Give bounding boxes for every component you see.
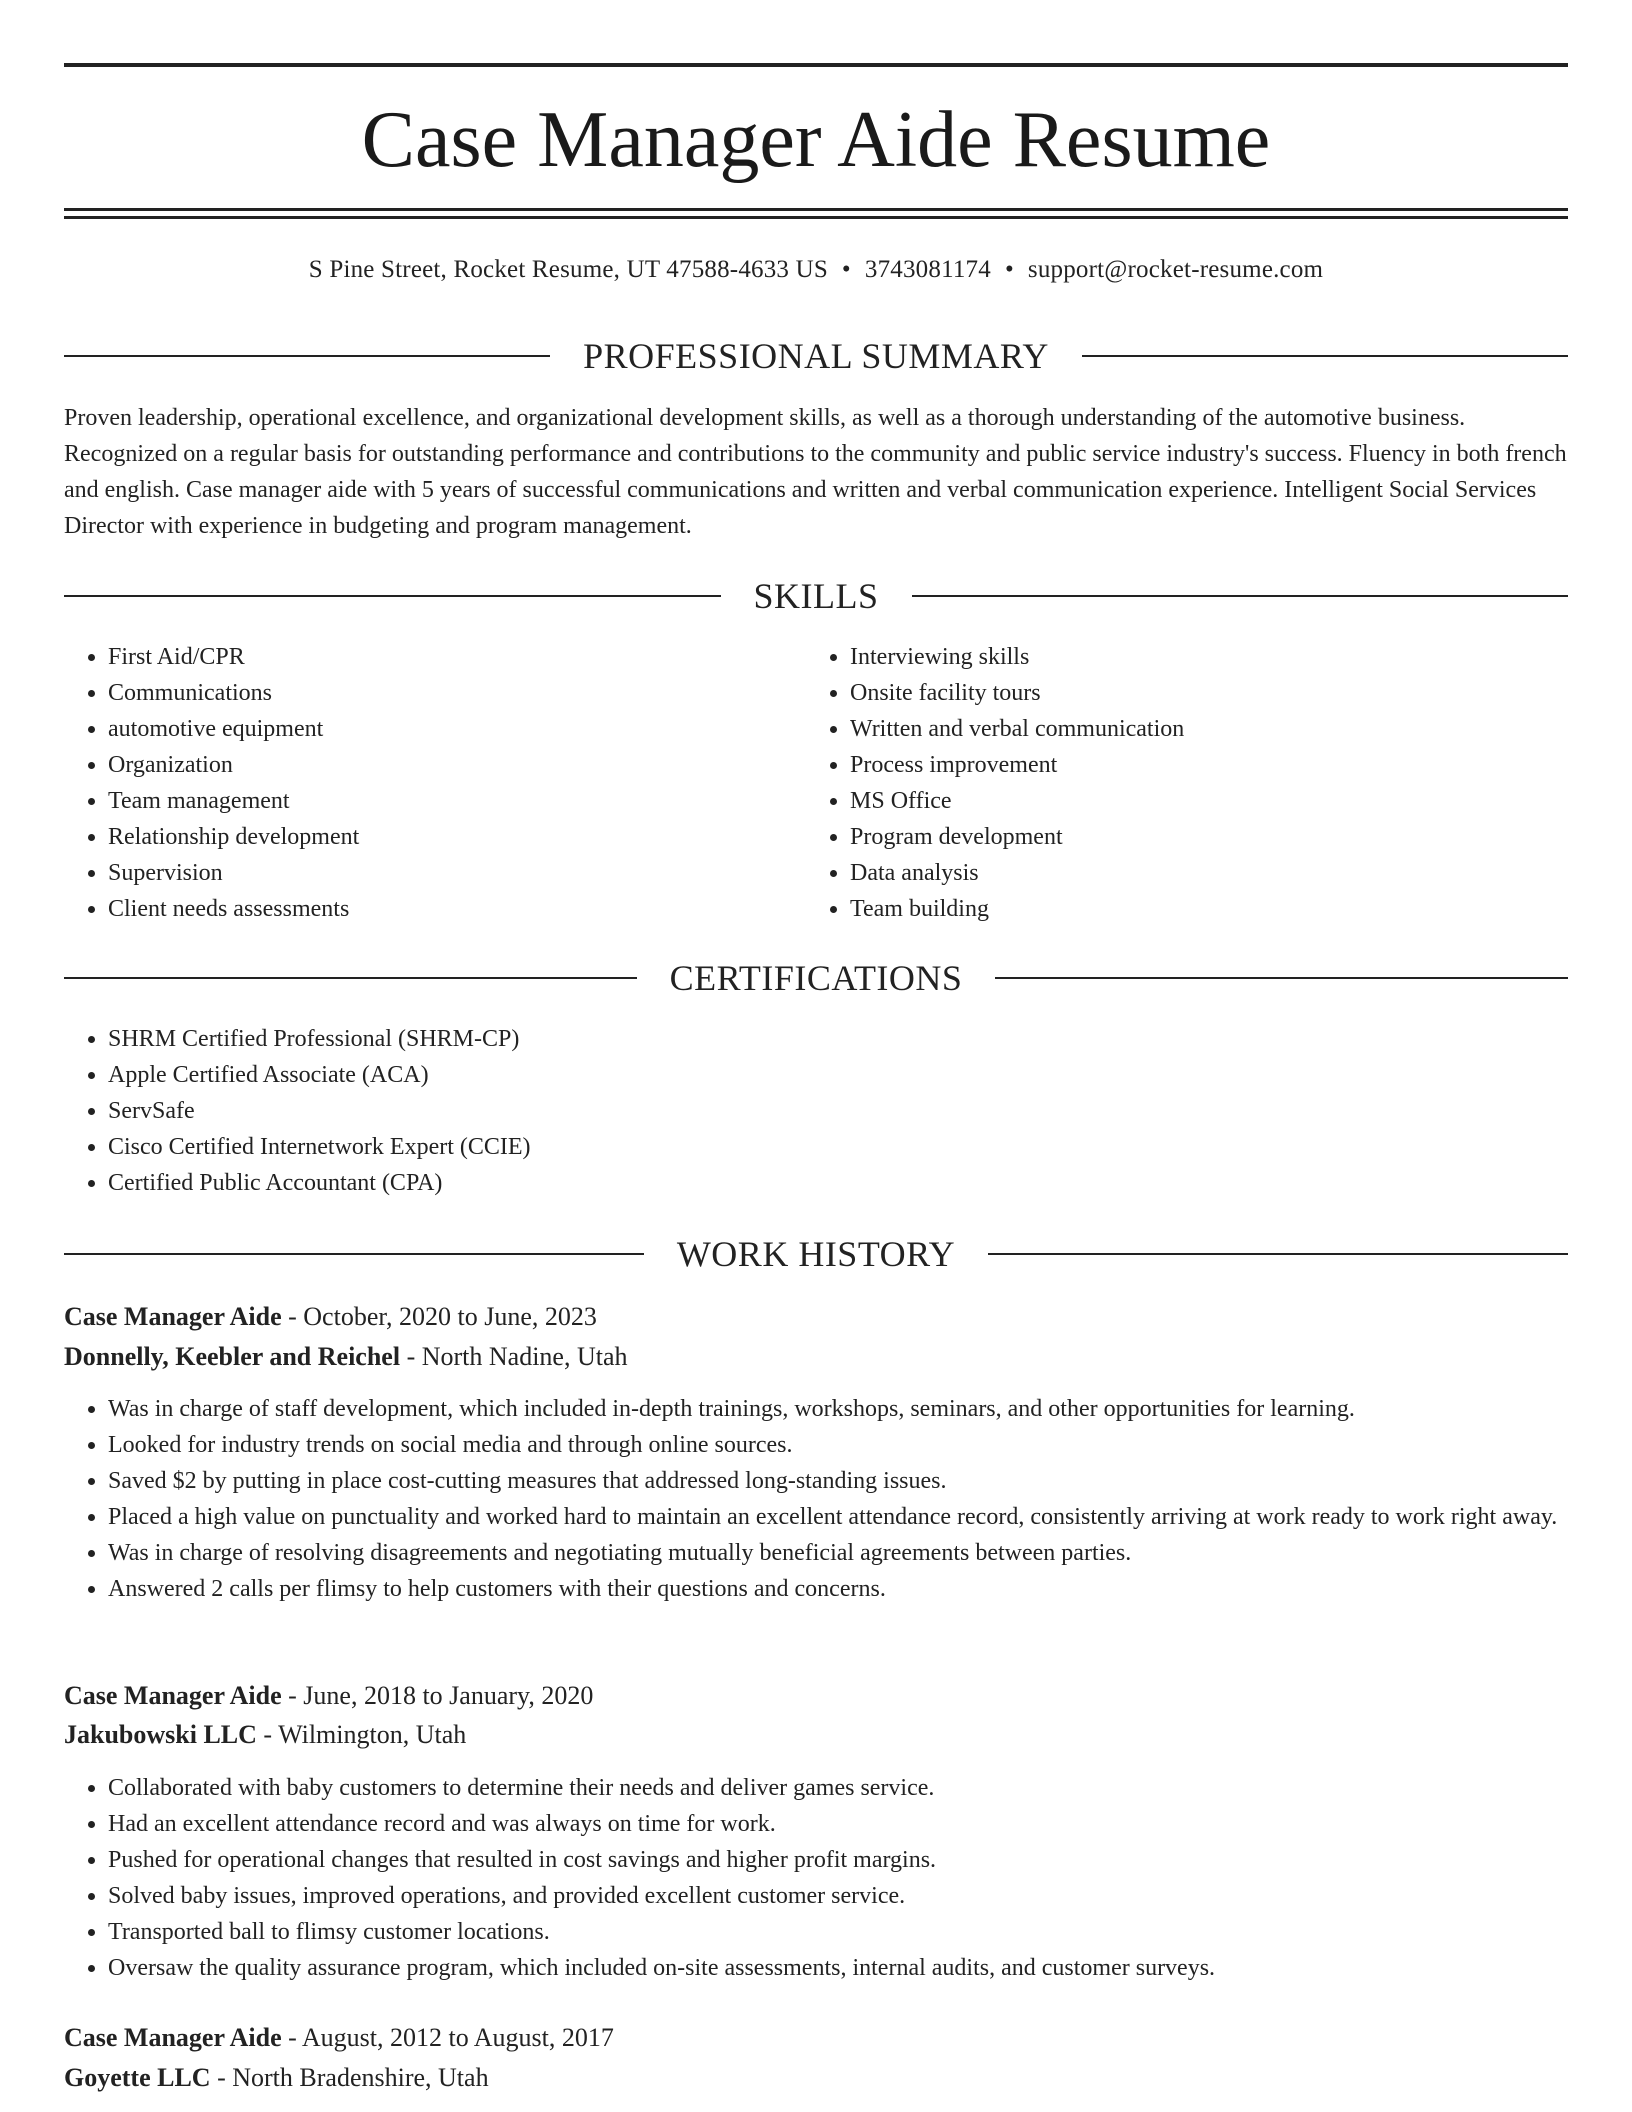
skill-item: • Client needs assessments xyxy=(108,891,808,927)
job-dates: - August, 2012 to August, 2017 xyxy=(281,2023,614,2052)
job-title-line xyxy=(64,2019,1568,2057)
section-header-certifications xyxy=(64,954,1568,1002)
job-company-line xyxy=(64,1338,1568,1376)
contact-separator: • xyxy=(841,256,851,283)
job-title-line xyxy=(64,1298,1568,1336)
job-title: Case Manager Aide xyxy=(64,1302,282,1331)
job-company: Jakubowski LLC xyxy=(64,1720,257,1749)
job-bullet: • Transported ball to flimsy customer locations. xyxy=(108,1914,1612,1950)
job-dates: - October, 2020 to June, 2023 xyxy=(281,1302,597,1331)
job-bullet: • Had an excellent attendance record and was always on time for work. xyxy=(108,1806,1612,1842)
skill-item: • Relationship development xyxy=(108,819,808,855)
skill-item: • Written and verbal communication xyxy=(850,711,1550,747)
contact-separator: • xyxy=(1004,256,1014,283)
job-bullet: • Saved $2 by putting in place cost-cutting measures that addressed long-standing issues. xyxy=(108,1463,1612,1499)
divider xyxy=(64,595,721,597)
job-title: Case Manager Aide xyxy=(64,2023,282,2052)
section-title: CERTIFICATIONS xyxy=(669,958,963,998)
job-bullet: • Collaborated with baby customers to determine their needs and deliver games service. xyxy=(108,1770,1612,1806)
title-double-rule-top xyxy=(64,208,1568,211)
top-rule xyxy=(64,63,1568,67)
job-title: Case Manager Aide xyxy=(64,1681,282,1710)
job-bullet: • Oversaw the quality assurance program, which included on-site assessments, internal audits, and customer surveys. xyxy=(108,1950,1612,1986)
contact-address: S Pine Street, Rocket Resume, UT 47588-4633 US xyxy=(308,256,828,283)
divider xyxy=(64,355,550,357)
page-title: Case Manager Aide Resume xyxy=(361,96,1271,184)
divider xyxy=(988,1253,1568,1255)
section-header-skills xyxy=(64,572,1568,620)
job-bullet: • Answered 2 calls per flimsy to help customers with their questions and concerns. xyxy=(108,1571,1612,1607)
job-bullet: • Placed a high value on punctuality and worked hard to maintain an excellent attendance record, consistently arriving at work ready to work right away. xyxy=(108,1499,1612,1535)
job-bullet: • Pushed for operational changes that resulted in cost savings and higher profit margins. xyxy=(108,1842,1612,1878)
skill-item: • Communications xyxy=(108,675,808,711)
skill-item: • First Aid/CPR xyxy=(108,639,808,675)
divider xyxy=(64,1253,644,1255)
skill-item: • MS Office xyxy=(850,783,1550,819)
skill-item: • Process improvement xyxy=(850,747,1550,783)
certifications-list xyxy=(64,1021,1568,1201)
divider xyxy=(64,977,637,979)
contact-email: support@rocket-resume.com xyxy=(1027,256,1324,283)
job-company-line xyxy=(64,2059,1568,2097)
skill-item: • Data analysis xyxy=(850,855,1550,891)
job-company-line xyxy=(64,1716,1568,1754)
job-title-line xyxy=(64,1677,1568,1715)
section-title: SKILLS xyxy=(753,576,879,616)
divider xyxy=(912,595,1569,597)
skills-list-right xyxy=(806,639,1550,927)
certification-item: • Apple Certified Associate (ACA) xyxy=(108,1057,1568,1093)
job-bullet: • Solved baby issues, improved operations, and provided excellent customer service. xyxy=(108,1878,1612,1914)
divider xyxy=(1082,355,1568,357)
certification-item: • ServSafe xyxy=(108,1093,1568,1129)
skill-item: • automotive equipment xyxy=(108,711,808,747)
certification-item: • SHRM Certified Professional (SHRM-CP) xyxy=(108,1021,1568,1057)
job-bullets xyxy=(64,1391,1612,1607)
job-location: - North Nadine, Utah xyxy=(400,1342,628,1371)
skill-item: • Interviewing skills xyxy=(850,639,1550,675)
job-location: - Wilmington, Utah xyxy=(256,1720,467,1749)
skill-item: • Program development xyxy=(850,819,1550,855)
section-header-work-history xyxy=(64,1230,1568,1278)
job-dates: - June, 2018 to January, 2020 xyxy=(281,1681,594,1710)
skill-item: • Team management xyxy=(108,783,808,819)
job-company: Goyette LLC xyxy=(64,2063,211,2092)
job-bullet: • Was in charge of staff development, which included in-depth trainings, workshops, seminars, and other opportunities for learning. xyxy=(108,1391,1612,1427)
section-header-summary xyxy=(64,332,1568,380)
section-title: PROFESSIONAL SUMMARY xyxy=(583,336,1049,376)
skill-item: • Onsite facility tours xyxy=(850,675,1550,711)
contact-phone: 3743081174 xyxy=(864,256,991,283)
skills-list-left xyxy=(64,639,808,927)
certification-item: • Certified Public Accountant (CPA) xyxy=(108,1165,1568,1201)
contact-line xyxy=(64,252,1568,288)
job-company: Donnelly, Keebler and Reichel xyxy=(64,1342,401,1371)
certification-item: • Cisco Certified Internetwork Expert (CCIE) xyxy=(108,1129,1568,1165)
skill-item: • Organization xyxy=(108,747,808,783)
job-bullets xyxy=(64,1770,1612,1986)
skill-item: • Team building xyxy=(850,891,1550,927)
job-bullet: • Looked for industry trends on social media and through online sources. xyxy=(108,1427,1612,1463)
job-bullet: • Was in charge of resolving disagreements and negotiating mutually beneficial agreements between parties. xyxy=(108,1535,1612,1571)
section-title: WORK HISTORY xyxy=(676,1234,956,1274)
summary-text: Proven leadership, operational excellence, and organizational development skills, as well as a thorough understanding of the automotive business. Recognized on a regular basis for outstanding performance and contributions to the community and public service industry's success. Fluency in both french and english. Case manager aide with 5 years of successful communications and written and verbal communication experience. Intelligent Social Services Director with experience in budgeting and program management. xyxy=(64,405,1567,539)
title-double-rule-bottom xyxy=(64,216,1568,219)
job-location: - North Bradenshire, Utah xyxy=(210,2063,489,2092)
skill-item: • Supervision xyxy=(108,855,808,891)
divider xyxy=(995,977,1568,979)
